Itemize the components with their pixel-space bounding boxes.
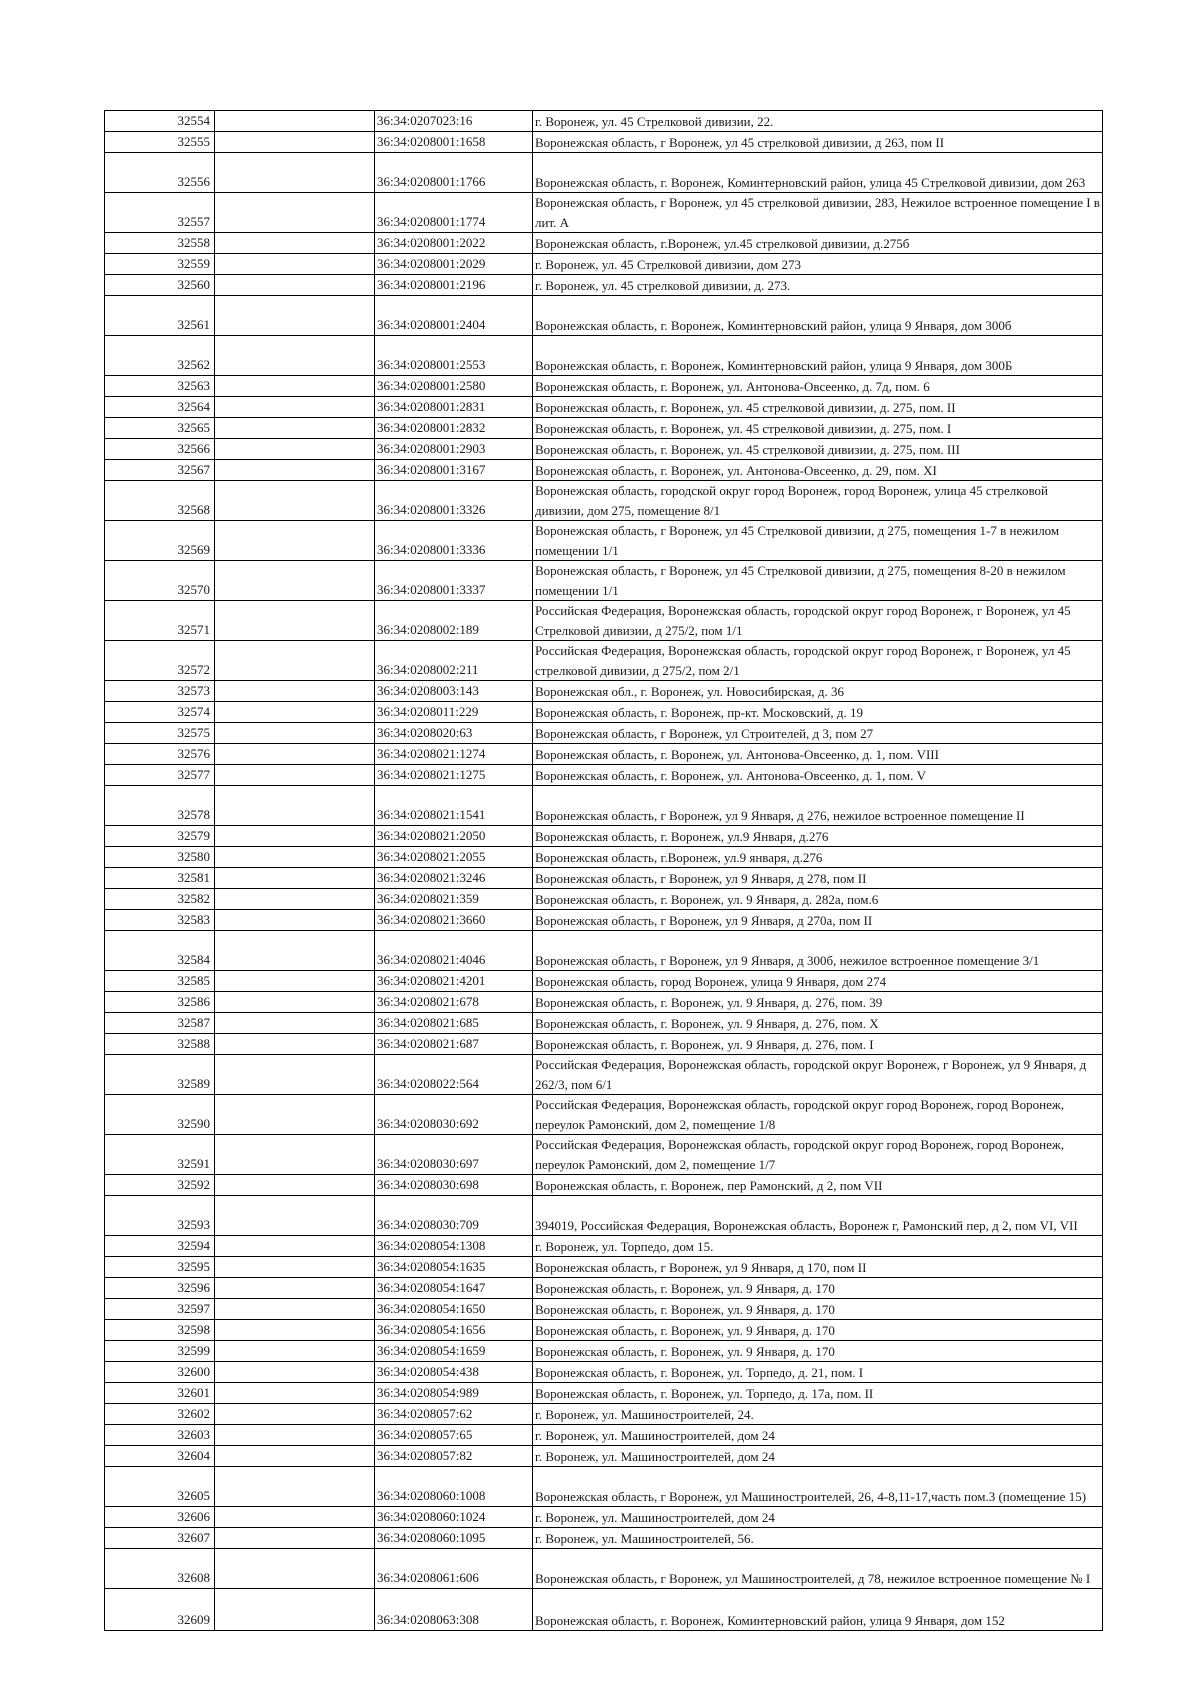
address: Воронежская область, г. Воронеж, Коминтерновский район, улица 9 Января, дом 300б	[533, 296, 1103, 336]
row-number: 32557	[105, 193, 215, 233]
row-number: 32602	[105, 1404, 215, 1425]
empty-cell	[215, 336, 375, 376]
address: Воронежская область, г. Воронеж, ул. 9 Января, д. 282а, пом.6	[533, 889, 1103, 910]
table-row	[105, 439, 1103, 460]
table-row	[105, 460, 1103, 481]
row-number: 32600	[105, 1362, 215, 1383]
cadastral-number: 36:34:0208001:2903	[375, 439, 533, 460]
table-row	[105, 561, 1103, 601]
table-row	[105, 1383, 1103, 1404]
empty-cell	[215, 1013, 375, 1034]
table-row	[105, 193, 1103, 233]
address: г. Воронеж, ул. Торпедо, дом 15.	[533, 1236, 1103, 1257]
empty-cell	[215, 1589, 375, 1631]
empty-cell	[215, 1055, 375, 1095]
empty-cell	[215, 601, 375, 641]
cadastral-number: 36:34:0208001:2831	[375, 397, 533, 418]
cadastral-number: 36:34:0208030:697	[375, 1135, 533, 1175]
table-row	[105, 1528, 1103, 1549]
address: Воронежская область, г Воронеж, ул 45 Стрелковой дивизии, д 275, помещения 8-20 в нежилом помещении 1/1	[533, 561, 1103, 601]
address: Воронежская область, г. Воронеж, ул. 9 Января, д. 170	[533, 1341, 1103, 1362]
address: Воронежская область, г. Воронеж, ул. 9 Января, д. 170	[533, 1278, 1103, 1299]
empty-cell	[215, 1034, 375, 1055]
empty-cell	[215, 1404, 375, 1425]
row-number: 32559	[105, 254, 215, 275]
address: Воронежская область, г. Воронеж, ул. 9 Января, д. 276, пом. I	[533, 1034, 1103, 1055]
cadastral-number: 36:34:0208001:2029	[375, 254, 533, 275]
cadastral-number: 36:34:0208001:3337	[375, 561, 533, 601]
table-row	[105, 1013, 1103, 1034]
address: Воронежская область, г. Воронеж, ул. 9 Января, д. 276, пом. X	[533, 1013, 1103, 1034]
table-row	[105, 153, 1103, 193]
cadastral-number: 36:34:0208063:308	[375, 1589, 533, 1631]
cadastral-number: 36:34:0208061:606	[375, 1549, 533, 1589]
empty-cell	[215, 460, 375, 481]
row-number: 32607	[105, 1528, 215, 1549]
cadastral-number: 36:34:0208054:1659	[375, 1341, 533, 1362]
table-row	[105, 1278, 1103, 1299]
address: Воронежская область, г.Воронеж, ул.45 стрелковой дивизии, д.275б	[533, 233, 1103, 254]
empty-cell	[215, 1135, 375, 1175]
row-number: 32580	[105, 847, 215, 868]
empty-cell	[215, 1549, 375, 1589]
empty-cell	[215, 193, 375, 233]
address: Воронежская область, г. Воронеж, ул. 45 стрелковой дивизии, д. 275, пом. III	[533, 439, 1103, 460]
row-number: 32603	[105, 1425, 215, 1446]
row-number: 32583	[105, 910, 215, 931]
registry-sheet	[104, 110, 1102, 1631]
row-number: 32595	[105, 1257, 215, 1278]
table-row	[105, 1549, 1103, 1589]
table-row	[105, 296, 1103, 336]
table-row	[105, 481, 1103, 521]
row-number: 32561	[105, 296, 215, 336]
cadastral-number: 36:34:0208060:1008	[375, 1467, 533, 1507]
address: Российская Федерация, Воронежская область, городской округ город Воронеж, г Воронеж, ул 45 Стрелковой дивизии, д 275/2, пом 1/1	[533, 601, 1103, 641]
empty-cell	[215, 275, 375, 296]
row-number: 32577	[105, 765, 215, 786]
row-number: 32598	[105, 1320, 215, 1341]
row-number: 32605	[105, 1467, 215, 1507]
empty-cell	[215, 1467, 375, 1507]
table-row	[105, 641, 1103, 681]
cadastral-number: 36:34:0207023:16	[375, 111, 533, 132]
row-number: 32584	[105, 931, 215, 971]
address: Российская Федерация, Воронежская область, городской округ Воронеж, г Воронеж, ул 9 Января, д 262/3, пом 6/1	[533, 1055, 1103, 1095]
empty-cell	[215, 1196, 375, 1236]
row-number: 32572	[105, 641, 215, 681]
row-number: 32593	[105, 1196, 215, 1236]
empty-cell	[215, 111, 375, 132]
address: Воронежская область, г Воронеж, ул Машиностроителей, д 78, нежилое встроенное помещение № I	[533, 1549, 1103, 1589]
table-row	[105, 1236, 1103, 1257]
cadastral-number: 36:34:0208001:2022	[375, 233, 533, 254]
table-row	[105, 744, 1103, 765]
cadastral-number: 36:34:0208001:3326	[375, 481, 533, 521]
address: Воронежская обл., г. Воронеж, ул. Новосибирская, д. 36	[533, 681, 1103, 702]
cadastral-number: 36:34:0208020:63	[375, 723, 533, 744]
cadastral-number: 36:34:0208021:2055	[375, 847, 533, 868]
table-row	[105, 418, 1103, 439]
empty-cell	[215, 1299, 375, 1320]
row-number: 32587	[105, 1013, 215, 1034]
row-number: 32566	[105, 439, 215, 460]
row-number: 32588	[105, 1034, 215, 1055]
cadastral-number: 36:34:0208030:692	[375, 1095, 533, 1135]
empty-cell	[215, 910, 375, 931]
empty-cell	[215, 1341, 375, 1362]
cadastral-number: 36:34:0208021:1274	[375, 744, 533, 765]
table-row	[105, 254, 1103, 275]
row-number: 32601	[105, 1383, 215, 1404]
empty-cell	[215, 1257, 375, 1278]
empty-cell	[215, 847, 375, 868]
address: Воронежская область, г Воронеж, ул 45 стрелковой дивизии, 283, Нежилое встроенное помещение I в лит. А	[533, 193, 1103, 233]
cadastral-number: 36:34:0208001:1774	[375, 193, 533, 233]
row-number: 32567	[105, 460, 215, 481]
row-number: 32604	[105, 1446, 215, 1467]
table-row	[105, 1362, 1103, 1383]
cadastral-number: 36:34:0208001:3167	[375, 460, 533, 481]
row-number: 32592	[105, 1175, 215, 1196]
cadastral-number: 36:34:0208001:2832	[375, 418, 533, 439]
address: Воронежская область, г. Воронеж, Коминтерновский район, улица 9 Января, дом 300Б	[533, 336, 1103, 376]
row-number: 32555	[105, 132, 215, 153]
address: Воронежская область, г. Воронеж, пр-кт. Московский, д. 19	[533, 702, 1103, 723]
table-row	[105, 847, 1103, 868]
table-row	[105, 1320, 1103, 1341]
table-row	[105, 723, 1103, 744]
cadastral-number: 36:34:0208001:2196	[375, 275, 533, 296]
empty-cell	[215, 1507, 375, 1528]
address: Воронежская область, г. Воронеж, ул. 45 стрелковой дивизии, д. 275, пом. I	[533, 418, 1103, 439]
empty-cell	[215, 1236, 375, 1257]
table-row	[105, 111, 1103, 132]
empty-cell	[215, 418, 375, 439]
address: 394019, Российская Федерация, Воронежская область, Воронеж г, Рамонский пер, д 2, пом VI, VII	[533, 1196, 1103, 1236]
row-number: 32575	[105, 723, 215, 744]
empty-cell	[215, 681, 375, 702]
cadastral-number: 36:34:0208021:685	[375, 1013, 533, 1034]
cadastral-number: 36:34:0208002:211	[375, 641, 533, 681]
cadastral-number: 36:34:0208054:1635	[375, 1257, 533, 1278]
address: г. Воронеж, ул. Машиностроителей, дом 24	[533, 1507, 1103, 1528]
empty-cell	[215, 786, 375, 826]
row-number: 32579	[105, 826, 215, 847]
cadastral-number: 36:34:0208057:65	[375, 1425, 533, 1446]
address: Воронежская область, г Воронеж, ул Строителей, д 3, пом 27	[533, 723, 1103, 744]
address: Воронежская область, г Воронеж, ул 45 Стрелковой дивизии, д 275, помещения 1-7 в нежилом помещении 1/1	[533, 521, 1103, 561]
table-row	[105, 1507, 1103, 1528]
empty-cell	[215, 233, 375, 254]
cadastral-number: 36:34:0208001:1658	[375, 132, 533, 153]
table-row	[105, 1404, 1103, 1425]
table-row	[105, 971, 1103, 992]
table-row	[105, 765, 1103, 786]
table-row	[105, 910, 1103, 931]
cadastral-number: 36:34:0208003:143	[375, 681, 533, 702]
address: г. Воронеж, ул. 45 стрелковой дивизии, д. 273.	[533, 275, 1103, 296]
empty-cell	[215, 132, 375, 153]
row-number: 32597	[105, 1299, 215, 1320]
address: Воронежская область, г. Воронеж, Коминтерновский район, улица 45 Стрелковой дивизии, дом 263	[533, 153, 1103, 193]
cadastral-number: 36:34:0208054:989	[375, 1383, 533, 1404]
address: Воронежская область, г. Воронеж, ул. Торпедо, д. 21, пом. I	[533, 1362, 1103, 1383]
address: г. Воронеж, ул. Машиностроителей, дом 24	[533, 1446, 1103, 1467]
table-row	[105, 1175, 1103, 1196]
empty-cell	[215, 765, 375, 786]
table-row	[105, 1034, 1103, 1055]
address: Воронежская область, г. Воронеж, Коминтерновский район, улица 9 Января, дом 152	[533, 1589, 1103, 1631]
empty-cell	[215, 723, 375, 744]
property-registry-table	[104, 110, 1103, 1631]
cadastral-number: 36:34:0208001:2553	[375, 336, 533, 376]
row-number: 32582	[105, 889, 215, 910]
table-row	[105, 132, 1103, 153]
table-row	[105, 521, 1103, 561]
address: Воронежская область, г Воронеж, ул Машиностроителей, 26, 4-8,11-17,часть пом.3 (помещение 15)	[533, 1467, 1103, 1507]
address: Воронежская область, г. Воронеж, ул.9 Января, д.276	[533, 826, 1103, 847]
address: Воронежская область, г. Воронеж, ул. Антонова-Овсеенко, д. 7д, пом. 6	[533, 376, 1103, 397]
empty-cell	[215, 1383, 375, 1404]
cadastral-number: 36:34:0208060:1095	[375, 1528, 533, 1549]
empty-cell	[215, 992, 375, 1013]
empty-cell	[215, 826, 375, 847]
address: Российская Федерация, Воронежская область, городской округ город Воронеж, город Воронеж, переулок Рамонский, дом 2, помещение 1/8	[533, 1095, 1103, 1135]
address: Воронежская область, городской округ город Воронеж, город Воронеж, улица 45 стрелковой дивизии, дом 275, помещение 8/1	[533, 481, 1103, 521]
address: г. Воронеж, ул. 45 Стрелковой дивизии, дом 273	[533, 254, 1103, 275]
address: г. Воронеж, ул. Машиностроителей, 56.	[533, 1528, 1103, 1549]
row-number: 32573	[105, 681, 215, 702]
address: Воронежская область, г. Воронеж, ул. Антонова-Овсеенко, д. 1, пом. V	[533, 765, 1103, 786]
table-row	[105, 1055, 1103, 1095]
address: Воронежская область, г. Воронеж, ул. Антонова-Овсеенко, д. 1, пом. VIII	[533, 744, 1103, 765]
cadastral-number: 36:34:0208057:62	[375, 1404, 533, 1425]
address: Воронежская область, г. Воронеж, ул. Торпедо, д. 17а, пом. II	[533, 1383, 1103, 1404]
table-row	[105, 826, 1103, 847]
address: Воронежская область, г. Воронеж, ул. 9 Января, д. 170	[533, 1320, 1103, 1341]
table-row	[105, 1341, 1103, 1362]
address: Воронежская область, г Воронеж, ул 9 Января, д 300б, нежилое встроенное помещение 3/1	[533, 931, 1103, 971]
address: г. Воронеж, ул. Машиностроителей, дом 24	[533, 1425, 1103, 1446]
table-body	[105, 111, 1103, 1631]
empty-cell	[215, 1362, 375, 1383]
address: г. Воронеж, ул. 45 Стрелковой дивизии, 22.	[533, 111, 1103, 132]
empty-cell	[215, 931, 375, 971]
address: Воронежская область, город Воронеж, улица 9 Января, дом 274	[533, 971, 1103, 992]
empty-cell	[215, 641, 375, 681]
address: Воронежская область, г. Воронеж, ул. 9 Января, д. 276, пом. 39	[533, 992, 1103, 1013]
row-number: 32589	[105, 1055, 215, 1095]
cadastral-number: 36:34:0208021:4201	[375, 971, 533, 992]
cadastral-number: 36:34:0208001:2404	[375, 296, 533, 336]
address: Воронежская область, г. Воронеж, ул. 9 Января, д. 170	[533, 1299, 1103, 1320]
table-row	[105, 1299, 1103, 1320]
table-row	[105, 1257, 1103, 1278]
row-number: 32578	[105, 786, 215, 826]
cadastral-number: 36:34:0208030:709	[375, 1196, 533, 1236]
cadastral-number: 36:34:0208021:359	[375, 889, 533, 910]
cadastral-number: 36:34:0208054:438	[375, 1362, 533, 1383]
empty-cell	[215, 481, 375, 521]
table-row	[105, 702, 1103, 723]
row-number: 32599	[105, 1341, 215, 1362]
cadastral-number: 36:34:0208021:1275	[375, 765, 533, 786]
cadastral-number: 36:34:0208002:189	[375, 601, 533, 641]
row-number: 32581	[105, 868, 215, 889]
row-number: 32569	[105, 521, 215, 561]
cadastral-number: 36:34:0208057:82	[375, 1446, 533, 1467]
empty-cell	[215, 702, 375, 723]
row-number: 32596	[105, 1278, 215, 1299]
row-number: 32556	[105, 153, 215, 193]
table-row	[105, 1135, 1103, 1175]
cadastral-number: 36:34:0208054:1656	[375, 1320, 533, 1341]
table-row	[105, 1467, 1103, 1507]
row-number: 32585	[105, 971, 215, 992]
row-number: 32571	[105, 601, 215, 641]
row-number: 32560	[105, 275, 215, 296]
table-row	[105, 1196, 1103, 1236]
address: Воронежская область, г Воронеж, ул 9 Января, д 276, нежилое встроенное помещение II	[533, 786, 1103, 826]
address: Российская Федерация, Воронежская область, городской округ город Воронеж, город Воронеж, переулок Рамонский, дом 2, помещение 1/7	[533, 1135, 1103, 1175]
empty-cell	[215, 868, 375, 889]
table-row	[105, 1446, 1103, 1467]
empty-cell	[215, 439, 375, 460]
cadastral-number: 36:34:0208021:4046	[375, 931, 533, 971]
table-row	[105, 397, 1103, 418]
table-row	[105, 601, 1103, 641]
empty-cell	[215, 397, 375, 418]
table-row	[105, 992, 1103, 1013]
row-number: 32563	[105, 376, 215, 397]
table-row	[105, 336, 1103, 376]
cadastral-number: 36:34:0208011:229	[375, 702, 533, 723]
empty-cell	[215, 1278, 375, 1299]
table-row	[105, 1589, 1103, 1631]
table-row	[105, 1425, 1103, 1446]
cadastral-number: 36:34:0208022:564	[375, 1055, 533, 1095]
empty-cell	[215, 889, 375, 910]
cadastral-number: 36:34:0208060:1024	[375, 1507, 533, 1528]
row-number: 32590	[105, 1095, 215, 1135]
empty-cell	[215, 1425, 375, 1446]
cadastral-number: 36:34:0208054:1650	[375, 1299, 533, 1320]
cadastral-number: 36:34:0208021:687	[375, 1034, 533, 1055]
empty-cell	[215, 1320, 375, 1341]
row-number: 32558	[105, 233, 215, 254]
row-number: 32606	[105, 1507, 215, 1528]
cadastral-number: 36:34:0208021:2050	[375, 826, 533, 847]
row-number: 32594	[105, 1236, 215, 1257]
table-row	[105, 681, 1103, 702]
cadastral-number: 36:34:0208021:1541	[375, 786, 533, 826]
table-row	[105, 233, 1103, 254]
cadastral-number: 36:34:0208021:678	[375, 992, 533, 1013]
row-number: 32554	[105, 111, 215, 132]
cadastral-number: 36:34:0208021:3246	[375, 868, 533, 889]
cadastral-number: 36:34:0208021:3660	[375, 910, 533, 931]
empty-cell	[215, 254, 375, 275]
address: Воронежская область, г. Воронеж, ул. Антонова-Овсеенко, д. 29, пом. XI	[533, 460, 1103, 481]
row-number: 32574	[105, 702, 215, 723]
cadastral-number: 36:34:0208001:3336	[375, 521, 533, 561]
row-number: 32586	[105, 992, 215, 1013]
cadastral-number: 36:34:0208001:2580	[375, 376, 533, 397]
empty-cell	[215, 561, 375, 601]
address: Воронежская область, г Воронеж, ул 9 Января, д 278, пом II	[533, 868, 1103, 889]
row-number: 32570	[105, 561, 215, 601]
address: Воронежская область, г. Воронеж, ул. 45 стрелковой дивизии, д. 275, пом. II	[533, 397, 1103, 418]
empty-cell	[215, 376, 375, 397]
table-row	[105, 786, 1103, 826]
address: г. Воронеж, ул. Машиностроителей, 24.	[533, 1404, 1103, 1425]
row-number: 32568	[105, 481, 215, 521]
address: Воронежская область, г Воронеж, ул 9 Января, д 270а, пом II	[533, 910, 1103, 931]
empty-cell	[215, 971, 375, 992]
cadastral-number: 36:34:0208054:1308	[375, 1236, 533, 1257]
row-number: 32608	[105, 1549, 215, 1589]
row-number: 32565	[105, 418, 215, 439]
address: Воронежская область, г Воронеж, ул 9 Января, д 170, пом II	[533, 1257, 1103, 1278]
table-row	[105, 868, 1103, 889]
cadastral-number: 36:34:0208054:1647	[375, 1278, 533, 1299]
row-number: 32576	[105, 744, 215, 765]
empty-cell	[215, 296, 375, 336]
table-row	[105, 1095, 1103, 1135]
empty-cell	[215, 521, 375, 561]
cadastral-number: 36:34:0208030:698	[375, 1175, 533, 1196]
row-number: 32609	[105, 1589, 215, 1631]
address: Российская Федерация, Воронежская область, городской округ город Воронеж, г Воронеж, ул 45 стрелковой дивизии, д 275/2, пом 2/1	[533, 641, 1103, 681]
address: Воронежская область, г.Воронеж, ул.9 января, д.276	[533, 847, 1103, 868]
empty-cell	[215, 1095, 375, 1135]
address: Воронежская область, г. Воронеж, пер Рамонский, д 2, пом VII	[533, 1175, 1103, 1196]
empty-cell	[215, 1175, 375, 1196]
empty-cell	[215, 1528, 375, 1549]
row-number: 32564	[105, 397, 215, 418]
cadastral-number: 36:34:0208001:1766	[375, 153, 533, 193]
table-row	[105, 275, 1103, 296]
empty-cell	[215, 1446, 375, 1467]
address: Воронежская область, г Воронеж, ул 45 стрелковой дивизии, д 263, пом II	[533, 132, 1103, 153]
empty-cell	[215, 153, 375, 193]
empty-cell	[215, 744, 375, 765]
row-number: 32591	[105, 1135, 215, 1175]
row-number: 32562	[105, 336, 215, 376]
table-row	[105, 889, 1103, 910]
table-row	[105, 931, 1103, 971]
table-row	[105, 376, 1103, 397]
